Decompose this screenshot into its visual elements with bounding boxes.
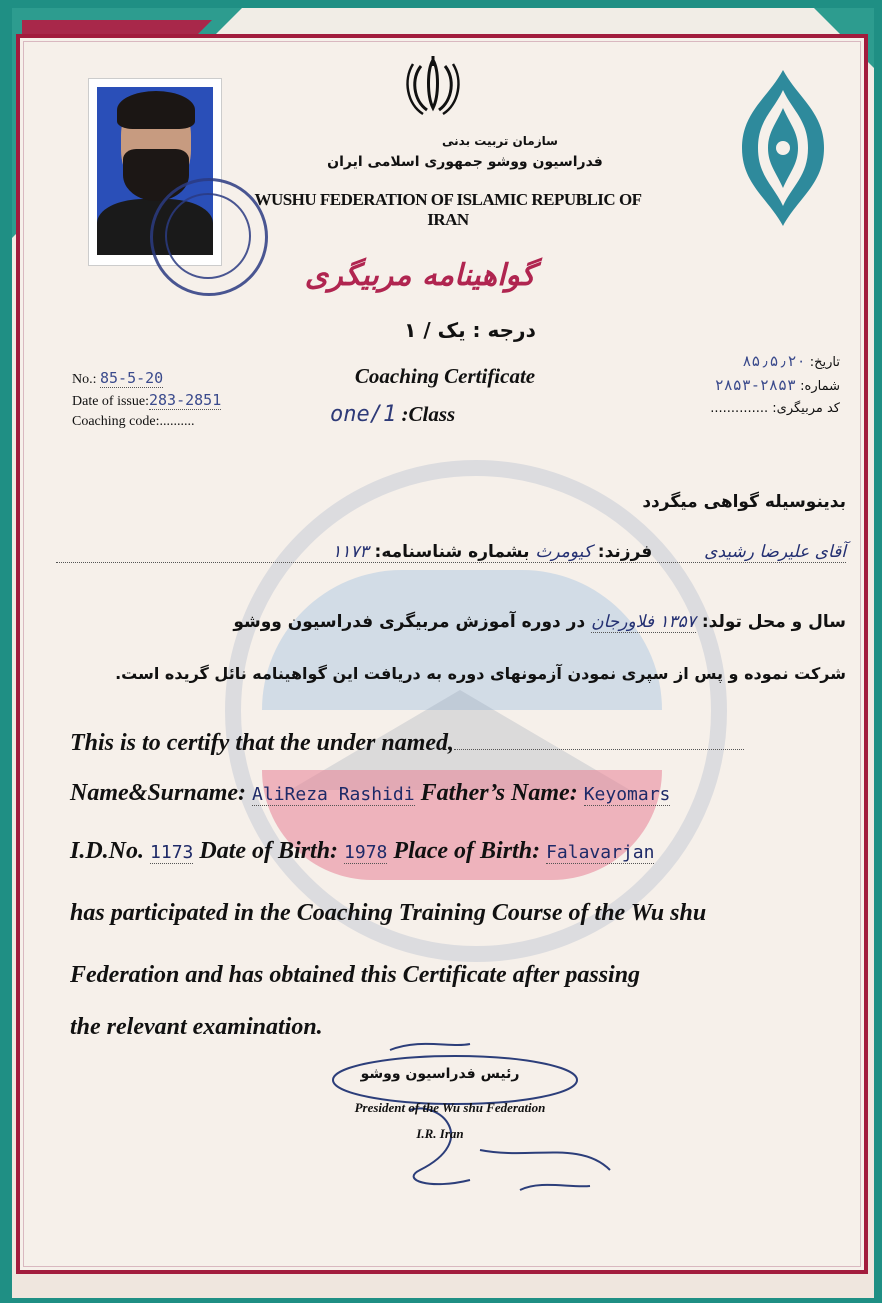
fa-id-value: ۱۱۷۳ [332, 542, 369, 562]
country-label: I.R. Iran [416, 1126, 464, 1141]
president-title-en: President of the Wu shu Federation [354, 1100, 546, 1115]
date-value-fa: ۸۵٫۵٫۲۰ [742, 352, 806, 370]
class-line [330, 402, 560, 427]
en-line-1 [70, 730, 744, 757]
en-name-label: Name&Surname: [70, 780, 247, 806]
fa-line-3 [56, 612, 846, 632]
fa-father-value: کیومرث [535, 542, 592, 562]
wushu-federation-logo-icon [738, 68, 828, 228]
federation-name-fa: فدراسیون ووشو جمهوری اسلامی ایران [327, 154, 603, 170]
fa-birth-value: ۱۳۵۷ فلاورجان [591, 612, 696, 632]
en-dob-label: Date of Birth: [199, 838, 339, 864]
en-father-label: Father’s Name: [420, 780, 578, 806]
date-label-fa: تاریخ: [809, 355, 840, 370]
fa-id-label: بشماره شناسنامه: [374, 542, 530, 562]
fa-line-1: بدینوسیله گواهی میگردد [642, 492, 846, 512]
federation-name-en: WUSHU FEDERATION OF ISLAMIC REPUBLIC OF IRAN [254, 190, 642, 229]
en-certify-text: This is to certify that the under named, [70, 730, 455, 756]
fa-name-value: آقای علیرضا رشیدی [704, 542, 846, 562]
fa-line-2 [56, 542, 846, 563]
number-label-fa: شماره: [800, 379, 840, 394]
iran-emblem-icon [405, 56, 461, 116]
en-pob-label: Place of Birth: [393, 838, 541, 864]
en-dob-value: 1978 [344, 842, 388, 863]
certificate-title-en: Coaching Certificate [354, 364, 536, 388]
no-value: 85-5-20 [100, 369, 164, 387]
no-label: No.: [72, 372, 97, 387]
president-signature [330, 1040, 620, 1200]
fa-line-4: شرکت نموده و پس از سپری نمودن آزمونهای دوره به دریافت این گواهینامه نائل گریده است. [115, 664, 846, 683]
en-pob-value: Falavarjan [546, 842, 655, 863]
coaching-code-label-fa: کد مربیگری: [772, 401, 840, 416]
en-line-4: has participated in the Coaching Training Course of the Wu shu [70, 900, 707, 926]
fa-course-text: در دوره آموزش مربیگری فدراسیون ووشو [233, 612, 586, 632]
left-info [72, 368, 221, 432]
org-name-fa: سازمان تربیت بدنی [442, 134, 558, 148]
certificate-title-fa: گواهینامه مربیگری [304, 258, 536, 293]
number-value-fa: ۲۸۵۳-۲۸۵۳ [714, 376, 797, 394]
president-title-fa: رئیس فدراسیون ووشو [360, 1066, 520, 1082]
coaching-code-value: .......... [159, 414, 195, 429]
class-label: :Class [401, 402, 456, 426]
en-line-6: the relevant examination. [70, 1014, 323, 1040]
en-line-3 [70, 838, 654, 865]
date-of-issue-label: Date of issue: [72, 394, 149, 409]
en-id-value: 1173 [150, 842, 194, 863]
en-line-2 [70, 780, 670, 807]
class-value: one/1 [330, 402, 397, 427]
grade-fa: درجه : یک / ۱ [404, 318, 536, 342]
right-info [650, 350, 840, 420]
en-name-value: AliReza Rashidi [252, 784, 415, 805]
coaching-code-label: Coaching code: [72, 414, 160, 429]
fa-father-label: فرزند: [597, 542, 653, 562]
en-father-value: Keyomars [583, 784, 671, 805]
en-line-5: Federation and has obtained this Certificate after passing [70, 962, 641, 988]
date-of-issue-value: 283-2851 [148, 391, 222, 409]
coaching-code-value-fa: .............. [710, 401, 769, 416]
fa-birth-label: سال و محل تولد: [701, 612, 846, 632]
en-id-label: I.D.No. [70, 838, 145, 864]
